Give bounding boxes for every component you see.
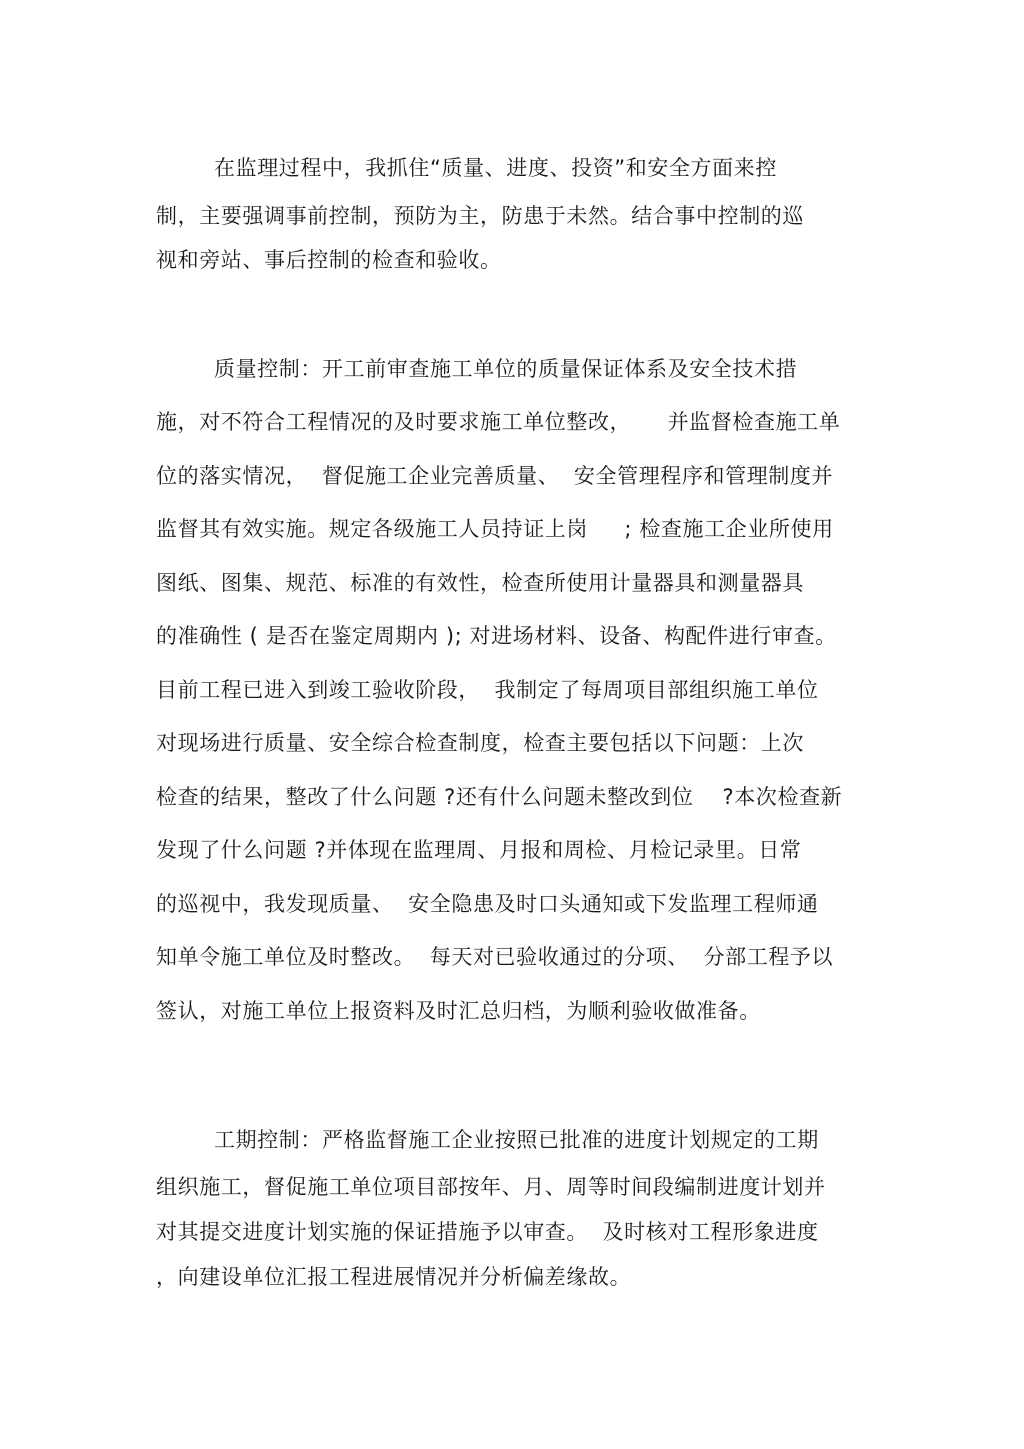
paragraph-1-line-1: 在监理过程中，我抓住“质量、进度、投资”和安全方面来控 (214, 156, 777, 180)
paragraph-2-line-11: 的巡视中，我发现质量、 安全隐患及时口头通知或下发监理工程师通 (156, 892, 819, 916)
paragraph-3-line-1: 工期控制：严格监督施工企业按照已批准的进度计划规定的工期 (214, 1128, 819, 1152)
paragraph-2-line-2: 施，对不符合工程情况的及时要求施工单位整改， 并监督检查施工单 (156, 410, 841, 434)
paragraph-2-line-4: 监督其有效实施。规定各级施工人员持证上岗 ; 检查施工企业所使用 (156, 517, 834, 541)
paragraph-3-line-3: 对其提交进度计划实施的保证措施予以审查。 及时核对工程形象进度 (156, 1220, 819, 1244)
paragraph-3-line-2: 组织施工，督促施工单位项目部按年、月、周等时间段编制进度计划并 (156, 1175, 826, 1199)
paragraph-2-line-7: 目前工程已进入到竣工验收阶段， 我制定了每周项目部组织施工单位 (156, 678, 819, 702)
paragraph-2-line-12: 知单令施工单位及时整改。 每天对已验收通过的分项、 分部工程予以 (156, 945, 834, 969)
paragraph-1-line-2: 制，主要强调事前控制，预防为主，防患于未然。结合事中控制的巡 (156, 204, 804, 228)
paragraph-2-line-8: 对现场进行质量、安全综合检查制度，检查主要包括以下问题：上次 (156, 731, 804, 755)
paragraph-2-line-1: 质量控制：开工前审查施工单位的质量保证体系及安全技术措 (214, 357, 798, 381)
paragraph-2-line-10: 发现了什么问题 ?并体现在监理周、月报和周检、月检记录里。日常 (156, 838, 802, 862)
paragraph-2-line-5: 图纸、图集、规范、标准的有效性，检查所使用计量器具和测量器具 (156, 571, 804, 595)
paragraph-2-line-9: 检查的结果，整改了什么问题 ?还有什么问题未整改到位 ?本次检查新 (156, 785, 843, 809)
paragraph-3-line-4: ，向建设单位汇报工程进展情况并分析偏差缘故。 (156, 1265, 632, 1289)
paragraph-1-line-3: 视和旁站、事后控制的检查和验收。 (156, 248, 502, 272)
paragraph-2-line-6: 的准确性 ( 是否在鉴定周期内 ); 对进场材料、设备、构配件进行审查。 (156, 624, 837, 648)
paragraph-2-line-3: 位的落实情况， 督促施工企业完善质量、 安全管理程序和管理制度并 (156, 464, 834, 488)
paragraph-2-line-13: 签认，对施工单位上报资料及时汇总归档，为顺利验收做准备。 (156, 999, 761, 1023)
